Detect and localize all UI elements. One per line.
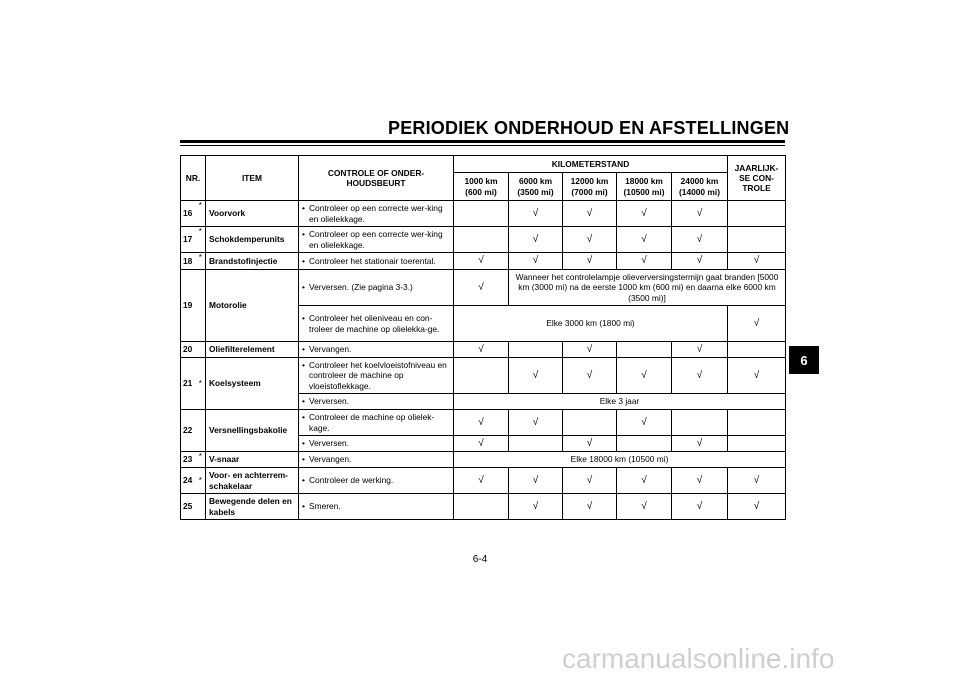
check-mark: √ xyxy=(617,410,672,436)
check-mark: √ xyxy=(617,201,672,227)
header-km-1000: 1000 km (600 mi) xyxy=(454,173,509,201)
check-mark: √ xyxy=(617,494,672,520)
cell-empty xyxy=(509,342,563,358)
star-mark: * xyxy=(196,358,206,410)
check-mark: √ xyxy=(454,270,509,306)
row-check: • Vervangen. xyxy=(299,342,454,358)
check-mark: √ xyxy=(563,227,617,253)
page-title: PERIODIEK ONDERHOUD EN AFSTELLINGEN xyxy=(388,118,790,138)
row-check: • Controleer het koelvloeistofniveau en controleer de machine op vloeistoflekkage. xyxy=(299,358,454,394)
check-mark: √ xyxy=(509,253,563,270)
header-km-6000: 6000 km (3500 mi) xyxy=(509,173,563,201)
star-empty xyxy=(196,494,206,520)
check-mark: √ xyxy=(563,253,617,270)
table-row xyxy=(181,468,786,494)
check-mark: √ xyxy=(454,253,509,270)
check-mark: √ xyxy=(454,436,509,452)
title-rule-thin xyxy=(180,145,785,146)
maintenance-table xyxy=(180,155,786,520)
cell-empty xyxy=(728,227,786,253)
bullet: • xyxy=(302,412,305,423)
row-number: 20 xyxy=(181,342,196,358)
row-item: Schokdemperunits xyxy=(206,227,299,253)
star-mark: * xyxy=(196,452,206,468)
bullet: • xyxy=(302,438,305,449)
interval-note: Elke 3000 km (1800 mi) xyxy=(454,306,728,342)
header-item: ITEM xyxy=(206,156,299,201)
chapter-tab: 6 xyxy=(789,346,819,374)
bullet: • xyxy=(302,344,305,355)
row-number: 18 xyxy=(181,253,196,270)
row-check: • Verversen. xyxy=(299,394,454,410)
star-mark: * xyxy=(196,201,206,227)
check-mark: √ xyxy=(563,358,617,394)
check-mark: √ xyxy=(672,468,728,494)
row-check: • Verversen. (Zie pagina 3-3.) xyxy=(299,270,454,306)
check-mark: √ xyxy=(672,342,728,358)
check-mark: √ xyxy=(563,468,617,494)
check-mark: √ xyxy=(672,201,728,227)
star-empty xyxy=(196,410,206,452)
check-mark: √ xyxy=(454,410,509,436)
check-mark: √ xyxy=(509,468,563,494)
check-mark: √ xyxy=(617,227,672,253)
check-mark: √ xyxy=(563,342,617,358)
row-item: Motorolie xyxy=(206,270,299,342)
row-item: Voor- en achterrem-schakelaar xyxy=(206,468,299,494)
cell-empty xyxy=(728,410,786,436)
check-mark: √ xyxy=(454,468,509,494)
table-row xyxy=(181,270,786,306)
table-row xyxy=(181,358,786,394)
row-item: Oliefilterelement xyxy=(206,342,299,358)
star-mark: * xyxy=(196,468,206,494)
check-mark: √ xyxy=(728,253,786,270)
check-mark: √ xyxy=(672,358,728,394)
interval-note: Elke 3 jaar xyxy=(454,394,786,410)
row-number: 21 xyxy=(181,358,196,410)
cell-empty xyxy=(728,342,786,358)
row-number: 22 xyxy=(181,410,196,452)
interval-note: Wanneer het controlelampje olieverversingstermijn gaat branden [5000 km (3000 mi) na de eerste 1000 km (600 mi) en daarna elke 6000 km (3500 mi)] xyxy=(509,270,786,306)
bullet: • xyxy=(302,313,305,324)
check-mark: √ xyxy=(617,358,672,394)
bullet: • xyxy=(302,282,305,293)
table-row xyxy=(181,410,786,436)
row-check: • Controleer op een correcte wer-king en olielekkage. xyxy=(299,201,454,227)
interval-note: Elke 18000 km (10500 mi) xyxy=(454,452,786,468)
check-mark: √ xyxy=(617,253,672,270)
cell-empty xyxy=(454,227,509,253)
watermark: carmanualsonline.info xyxy=(562,643,835,674)
check-mark: √ xyxy=(728,306,786,342)
star-mark: * xyxy=(196,253,206,270)
row-number: 23 xyxy=(181,452,196,468)
row-number: 25 xyxy=(181,494,196,520)
cell-empty xyxy=(672,410,728,436)
table-row xyxy=(181,342,786,358)
bullet: • xyxy=(302,229,305,240)
bullet: • xyxy=(302,454,305,465)
check-mark: √ xyxy=(563,494,617,520)
table-row xyxy=(181,227,786,253)
row-check: • Smeren. xyxy=(299,494,454,520)
check-mark: √ xyxy=(563,436,617,452)
header-check: CONTROLE OF ONDER-HOUDSBEURT xyxy=(299,156,454,201)
bullet: • xyxy=(302,255,305,266)
row-number: 19 xyxy=(181,270,196,342)
row-check: • Verversen. xyxy=(299,436,454,452)
cell-empty xyxy=(617,436,672,452)
check-mark: √ xyxy=(454,342,509,358)
check-mark: √ xyxy=(672,227,728,253)
bullet: • xyxy=(302,360,305,371)
check-mark: √ xyxy=(728,358,786,394)
star-empty xyxy=(196,342,206,358)
row-check: • Controleer het stationair toerental. xyxy=(299,253,454,270)
row-number: 17 xyxy=(181,227,196,253)
cell-empty xyxy=(454,494,509,520)
row-number: 24 xyxy=(181,468,196,494)
cell-empty xyxy=(728,201,786,227)
row-number: 16 xyxy=(181,201,196,227)
header-nr: NR. xyxy=(181,156,206,201)
cell-empty xyxy=(728,436,786,452)
row-item: Versnellingsbakolie xyxy=(206,410,299,452)
table-row xyxy=(181,201,786,227)
check-mark: √ xyxy=(509,201,563,227)
row-check: • Controleer het olieniveau en con-troleer de machine op olielekka-ge. xyxy=(299,306,454,342)
check-mark: √ xyxy=(509,410,563,436)
cell-empty xyxy=(509,436,563,452)
table-row xyxy=(181,452,786,468)
row-item: Brandstofinjectie xyxy=(206,253,299,270)
row-item: Koelsysteem xyxy=(206,358,299,410)
row-check: • Controleer de machine op olielek-kage. xyxy=(299,410,454,436)
row-item: V-snaar xyxy=(206,452,299,468)
cell-empty xyxy=(617,342,672,358)
header-km-18000: 18000 km (10500 mi) xyxy=(617,173,672,201)
check-mark: √ xyxy=(672,253,728,270)
check-mark: √ xyxy=(509,358,563,394)
bullet: • xyxy=(302,396,305,407)
row-item: Bewegende delen en kabels xyxy=(206,494,299,520)
page-number: 6-4 xyxy=(472,554,488,565)
title-rule-thick xyxy=(180,140,785,143)
cell-empty xyxy=(563,410,617,436)
cell-empty xyxy=(454,201,509,227)
table-row xyxy=(181,494,786,520)
header-annual: JAARLIJK-SE CON-TROLE xyxy=(728,156,786,201)
check-mark: √ xyxy=(509,227,563,253)
header-km-group: KILOMETERSTAND xyxy=(454,156,728,173)
check-mark: √ xyxy=(509,494,563,520)
check-mark: √ xyxy=(728,468,786,494)
check-mark: √ xyxy=(728,494,786,520)
check-mark: √ xyxy=(672,494,728,520)
header-km-24000: 24000 km (14000 mi) xyxy=(672,173,728,201)
row-item: Voorvork xyxy=(206,201,299,227)
bullet: • xyxy=(302,475,305,486)
row-check: • Controleer op een correcte wer-king en olielekkage. xyxy=(299,227,454,253)
row-check: • Controleer de werking. xyxy=(299,468,454,494)
header-km-12000: 12000 km (7000 mi) xyxy=(563,173,617,201)
row-check: • Vervangen. xyxy=(299,452,454,468)
bullet: • xyxy=(302,203,305,214)
cell-empty xyxy=(454,358,509,394)
check-mark: √ xyxy=(617,468,672,494)
check-mark: √ xyxy=(563,201,617,227)
check-mark: √ xyxy=(672,436,728,452)
star-empty xyxy=(196,270,206,342)
star-mark: * xyxy=(196,227,206,253)
bullet: • xyxy=(302,501,305,512)
table-row xyxy=(181,253,786,270)
